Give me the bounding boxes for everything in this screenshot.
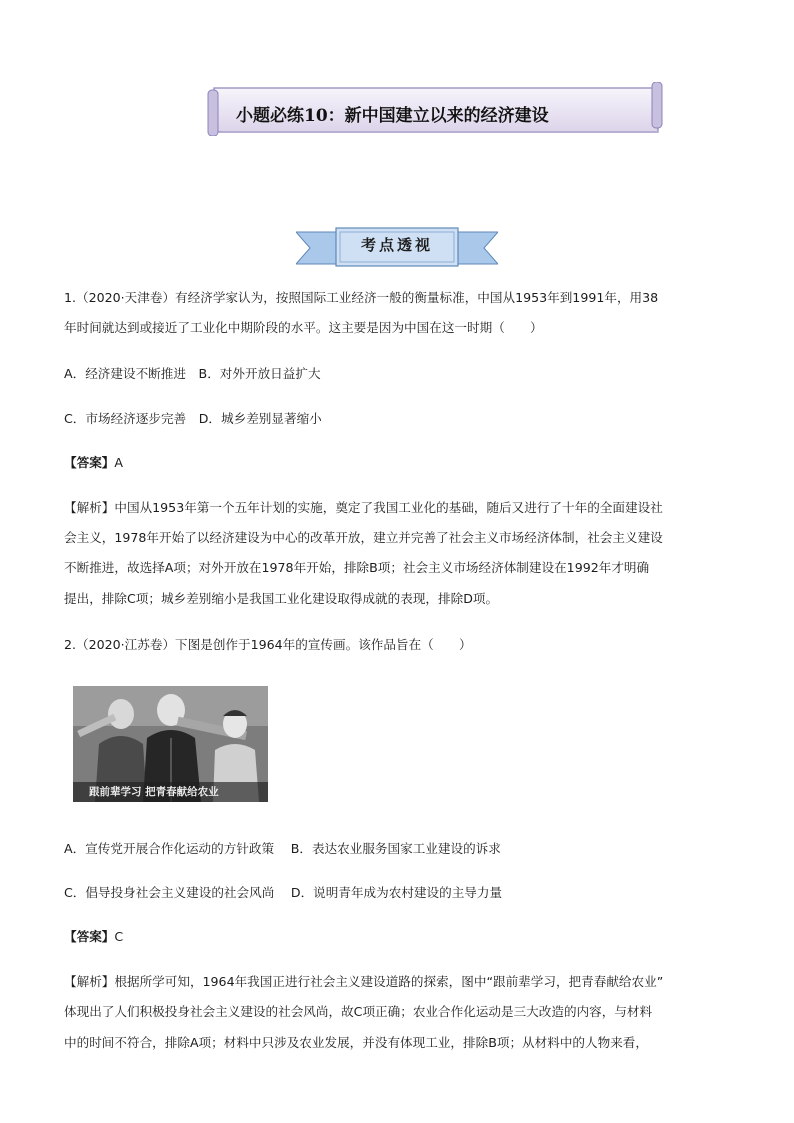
- q1-options-line2: C．市场经济逐步完善 D．城乡差别显著缩小: [64, 411, 322, 426]
- section-label: 考点透视: [360, 236, 433, 254]
- q2-answer: [64, 925, 734, 948]
- q2-options-line1: A．宣传党开展合作化运动的方针政策 B．表达农业服务国家工业建设的诉求: [64, 841, 501, 856]
- q1-stem-line2: 年时间就达到或接近了工业化中期阶段的水平。这主要是因为中国在这一时期（ ）: [64, 320, 543, 335]
- q2-analysis-line3: 中的时间不符合，排除A项；材料中只涉及农业发展，并没有体现工业，排除B项；从材料中的人物来看，: [64, 1035, 648, 1050]
- q2-options-line2: C．倡导投身社会主义建设的社会风尚 D．说明青年成为农村建设的主导力量: [64, 885, 503, 900]
- q1-answer: [64, 451, 734, 474]
- poster-caption: 跟前辈学习 把青春献给农业: [73, 782, 268, 802]
- q1-options-line1: A．经济建设不断推进 B．对外开放日益扩大: [64, 366, 321, 381]
- q1-analysis-line3: 不断推进，故选择A项；对外开放在1978年开始，排除B项；社会主义市场经济体制建设在1992年才明确: [64, 560, 650, 575]
- propaganda-poster-image: [73, 686, 268, 802]
- q1-answer-value: A: [114, 455, 123, 470]
- q1-analysis-line1: 【解析】中国从1953年第一个五年计划的实施，奠定了我国工业化的基础，随后又进行了十年的全面建设社: [64, 500, 663, 515]
- q2-analysis-line1: 【解析】根据所学可知，1964年我国正进行社会主义建设道路的探索，图中“跟前辈学习，把青春献给农业”: [64, 974, 664, 989]
- q2-analysis-line2: 体现出了人们积极投身社会主义建设的社会风尚，故C项正确；农业合作化运动是三大改造的内容，与材料: [64, 1004, 653, 1019]
- q1-stem-line1: 1.（2020·天津卷）有经济学家认为，按照国际工业经济一般的衡量标准，中国从1953年到1991年，用38: [64, 290, 659, 305]
- q2-stem: 2.（2020·江苏卷）下图是创作于1964年的宣传画。该作品旨在（ ）: [64, 637, 472, 652]
- q2-answer-value: C: [114, 929, 124, 944]
- page-title: 小题必练10：新中国建立以来的经济建设: [236, 106, 549, 126]
- q1-answer-label: 【答案】: [64, 455, 115, 470]
- q1-analysis-line2: 会主义，1978年开始了以经济建设为中心的改革开放，建立并完善了社会主义市场经济体制，社会主义建设: [64, 530, 663, 545]
- q1-analysis-line4: 提出，排除C项；城乡差别缩小是我国工业化建设取得成就的表现，排除D项。: [64, 591, 499, 606]
- q2-answer-label: 【答案】: [64, 929, 115, 944]
